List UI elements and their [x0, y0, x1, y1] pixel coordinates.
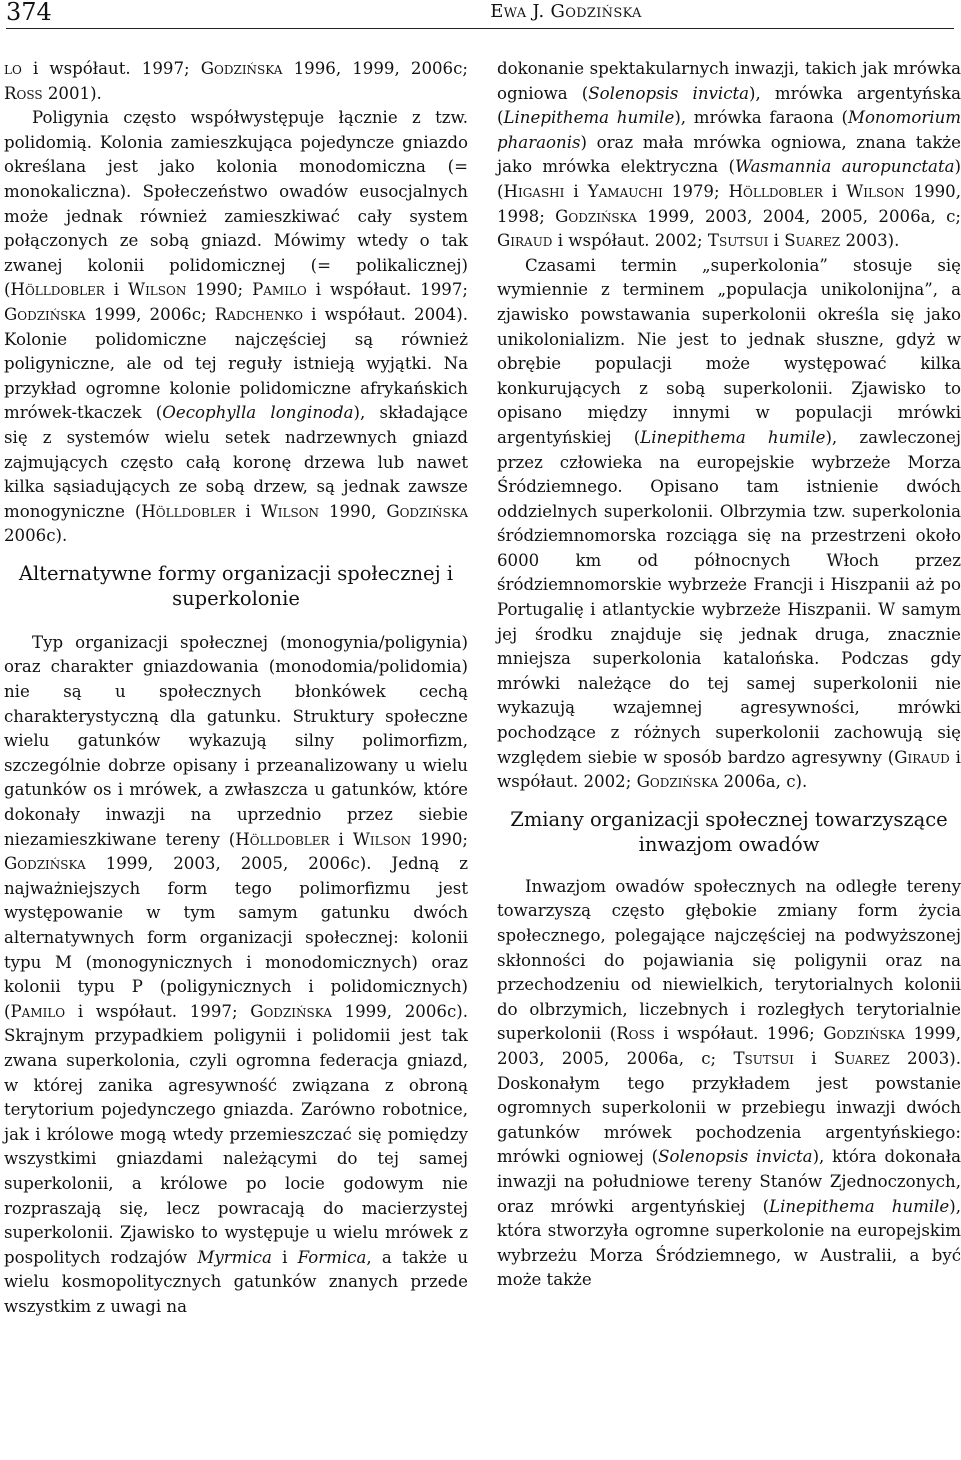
- section-heading-invasion-changes: Zmiany organizacji społecznej towarzyszące inwazjom owadów: [510, 807, 948, 856]
- right-paragraph-1: dokonanie spektakularnych inwazji, takich jak mrówka ogniowa (Solenopsis invicta), mrówka argentyńska (Linepithema humile), mrówka faraona (Monomorium pharaonis) oraz mała mrówka ogniowa, znana także jako mrówka elektryczna (Wasmannia auropunctata) (Higashi i Yamauchi 1979; Hölldobler i Wilson 1990, 1998; Godzińska 1999, 2003, 2004, 2005, 2006a, c; Giraud i współaut. 2002; Tsutsui i Suarez 2003).: [497, 59, 961, 251]
- left-paragraph-2: Poligynia często współwystępuje łącznie z tzw. polidomią. Kolonia zamieszkująca pojedyncze gniazdo określana jest jako kolonia monodomiczna (= monokaliczna). Społeczeństwo owadów eusocjalnych może jednak również zamieszkiwać cały system połączonych ze sobą gniazd. Mówimy wtedy o tak zwanej kolonii polidomicznej (= polikalicznej) (Hölldobler i Wilson 1990; Pamilo i współaut. 1997; Godzińska 1999, 2006c; Radchenko i współaut. 2004). Kolonie polidomiczne najczęściej są również poligyniczne, ale od tej reguły istnieją wyjątki. Na przykład ogromne kolonie polidomiczne afrykańskich mrówek-tkaczek (Oecophylla longinoda), składające się z systemów wielu setek nadrzewnych gniazd zajmujących często całą koronę drzewa lub nawet kilka sąsiadujących ze sobą drzew, są jednak zawsze monogyniczne (Hölldobler i Wilson 1990, Godzińska 2006c).: [4, 108, 469, 546]
- section-heading-alternative-forms: Alternatywne formy organizacji społecznej i superkolonie: [18, 561, 454, 610]
- page-number: 374: [6, 0, 52, 26]
- running-head-author: Ewa J. Godzińska: [490, 1, 642, 22]
- left-paragraph-1: lo i współaut. 1997; Godzińska 1996, 1999, 2006c; Ross 2001).: [4, 59, 468, 103]
- right-paragraph-2: Czasami termin „superkolonia” stosuje się wymiennie z terminem „populacja unikolonijna”, a zjawisko powstawania superkolonii określa się jako unikolonializm. Nie jest to jednak słuszne, gdyż w obrębie populacji może występować kilka konkurujących z sobą superkolonii. Zjawisko to opisano między innymi w populacji mrówki argentyńskiej (Linepithema humile), zawleczonej przez człowieka na europejskie wybrzeże Morza Śródziemnego. Opisano tam istnienie dwóch oddzielnych superkolonii. Olbrzymia tzw. superkolonia śródziemnomorska rozciąga się na przestrzeni około 6000 km od północnych Włoch przez śródziemnomorskie wybrzeże Francji i Hiszpanii aż po Portugalię i atlantyckie wybrzeże Hiszpanii. W samym jej środku znajduje się jednak druga, znacznie mniejsza superkolonia katalońska. Podczas gdy mrówki należące do tej samej superkolonii nie wykazują wzajemnej agresywności, mrówki pochodzące z różnych superkolonii zachowują się względem siebie w sposób bardzo agresywny (Giraud i współaut. 2002; Godzińska 2006a, c).: [497, 255, 961, 792]
- header-rule: [6, 28, 954, 29]
- left-paragraph-3: Typ organizacji społecznej (monogynia/poligynia) oraz charakter gniazdowania (monodomia/polidomia) nie są u społecznych błonkówek cechą charakterystyczną dla gatunku. Struktury społeczne wielu gatunków wykazują silny polimorfizm, szczególnie dobrze opisany i przeanalizowany u wielu gatunków os i mrówek, a zwłaszcza u gatunków, które dokonały inwazji na uprzednio przez siebie niezamieszkiwane tereny (Hölldobler i Wilson 1990; Godzińska 1999, 2003, 2005, 2006c). Jedną z najważniejszych form tego polimorfizmu jest występowanie w tym samym gatunku dwóch alternatywnych form organizacji społecznej: kolonii typu M (monogynicznych i monodomicznych) oraz kolonii typu P (poligynicznych i polidomicznych) (Pamilo i współaut. 1997; Godzińska 1999, 2006c). Skrajnym przypadkiem poligynii i polidomii jest tak zwana superkolonia, czyli ogromna federacja gniazd, w której zanika agresywność związana z obroną terytorium pojedynczego gniazda. Zarówno robotnice, jak i królowe mogą wtedy przemieszczać się pomiędzy wszystkimi gniazdami należącymi do tej samej superkolonii, a królowe po locie godowym nie rozpraszają się, lecz powracają do macierzystej superkolonii. Zjawisko to występuje u wielu mrówek z pospolitych rodzajów Myrmica i Formica, a także u wielu kosmopolitycznych gatunków znanych przede wszystkim z uwagi na: [4, 632, 469, 1316]
- left-column: [4, 57, 468, 1320]
- right-paragraph-3: Inwazjom owadów społecznych na odległe tereny towarzyszą często głębokie zmiany form życia społecznego, polegające najczęściej na podwyższonej skłonności do pojawiania się poligynii oraz na przechodzeniu od niewielkich, terytorialnych kolonii do olbrzymich, liczebnych i rozległych terytorialnie superkolonii (Ross i współaut. 1996; Godzińska 1999, 2003, 2005, 2006a, c; Tsutsui i Suarez 2003). Doskonałym tego przykładem jest powstanie ogromnych superkolonii w przebiegu inwazji dwóch gatunków mrówek pochodzenia argentyńskiego: mrówki ogniowej (Solenopsis invicta), która dokonała inwazji na południowe tereny Stanów Zjednoczonych, oraz mrówki argentyńskiej (Linepithema humile), która stworzyła ogromne superkolonie na europejskim wybrzeżu Morza Śródziemnego, w Australii, a być może także: [497, 876, 961, 1290]
- right-column: [497, 57, 961, 1293]
- page-header: [6, 0, 954, 30]
